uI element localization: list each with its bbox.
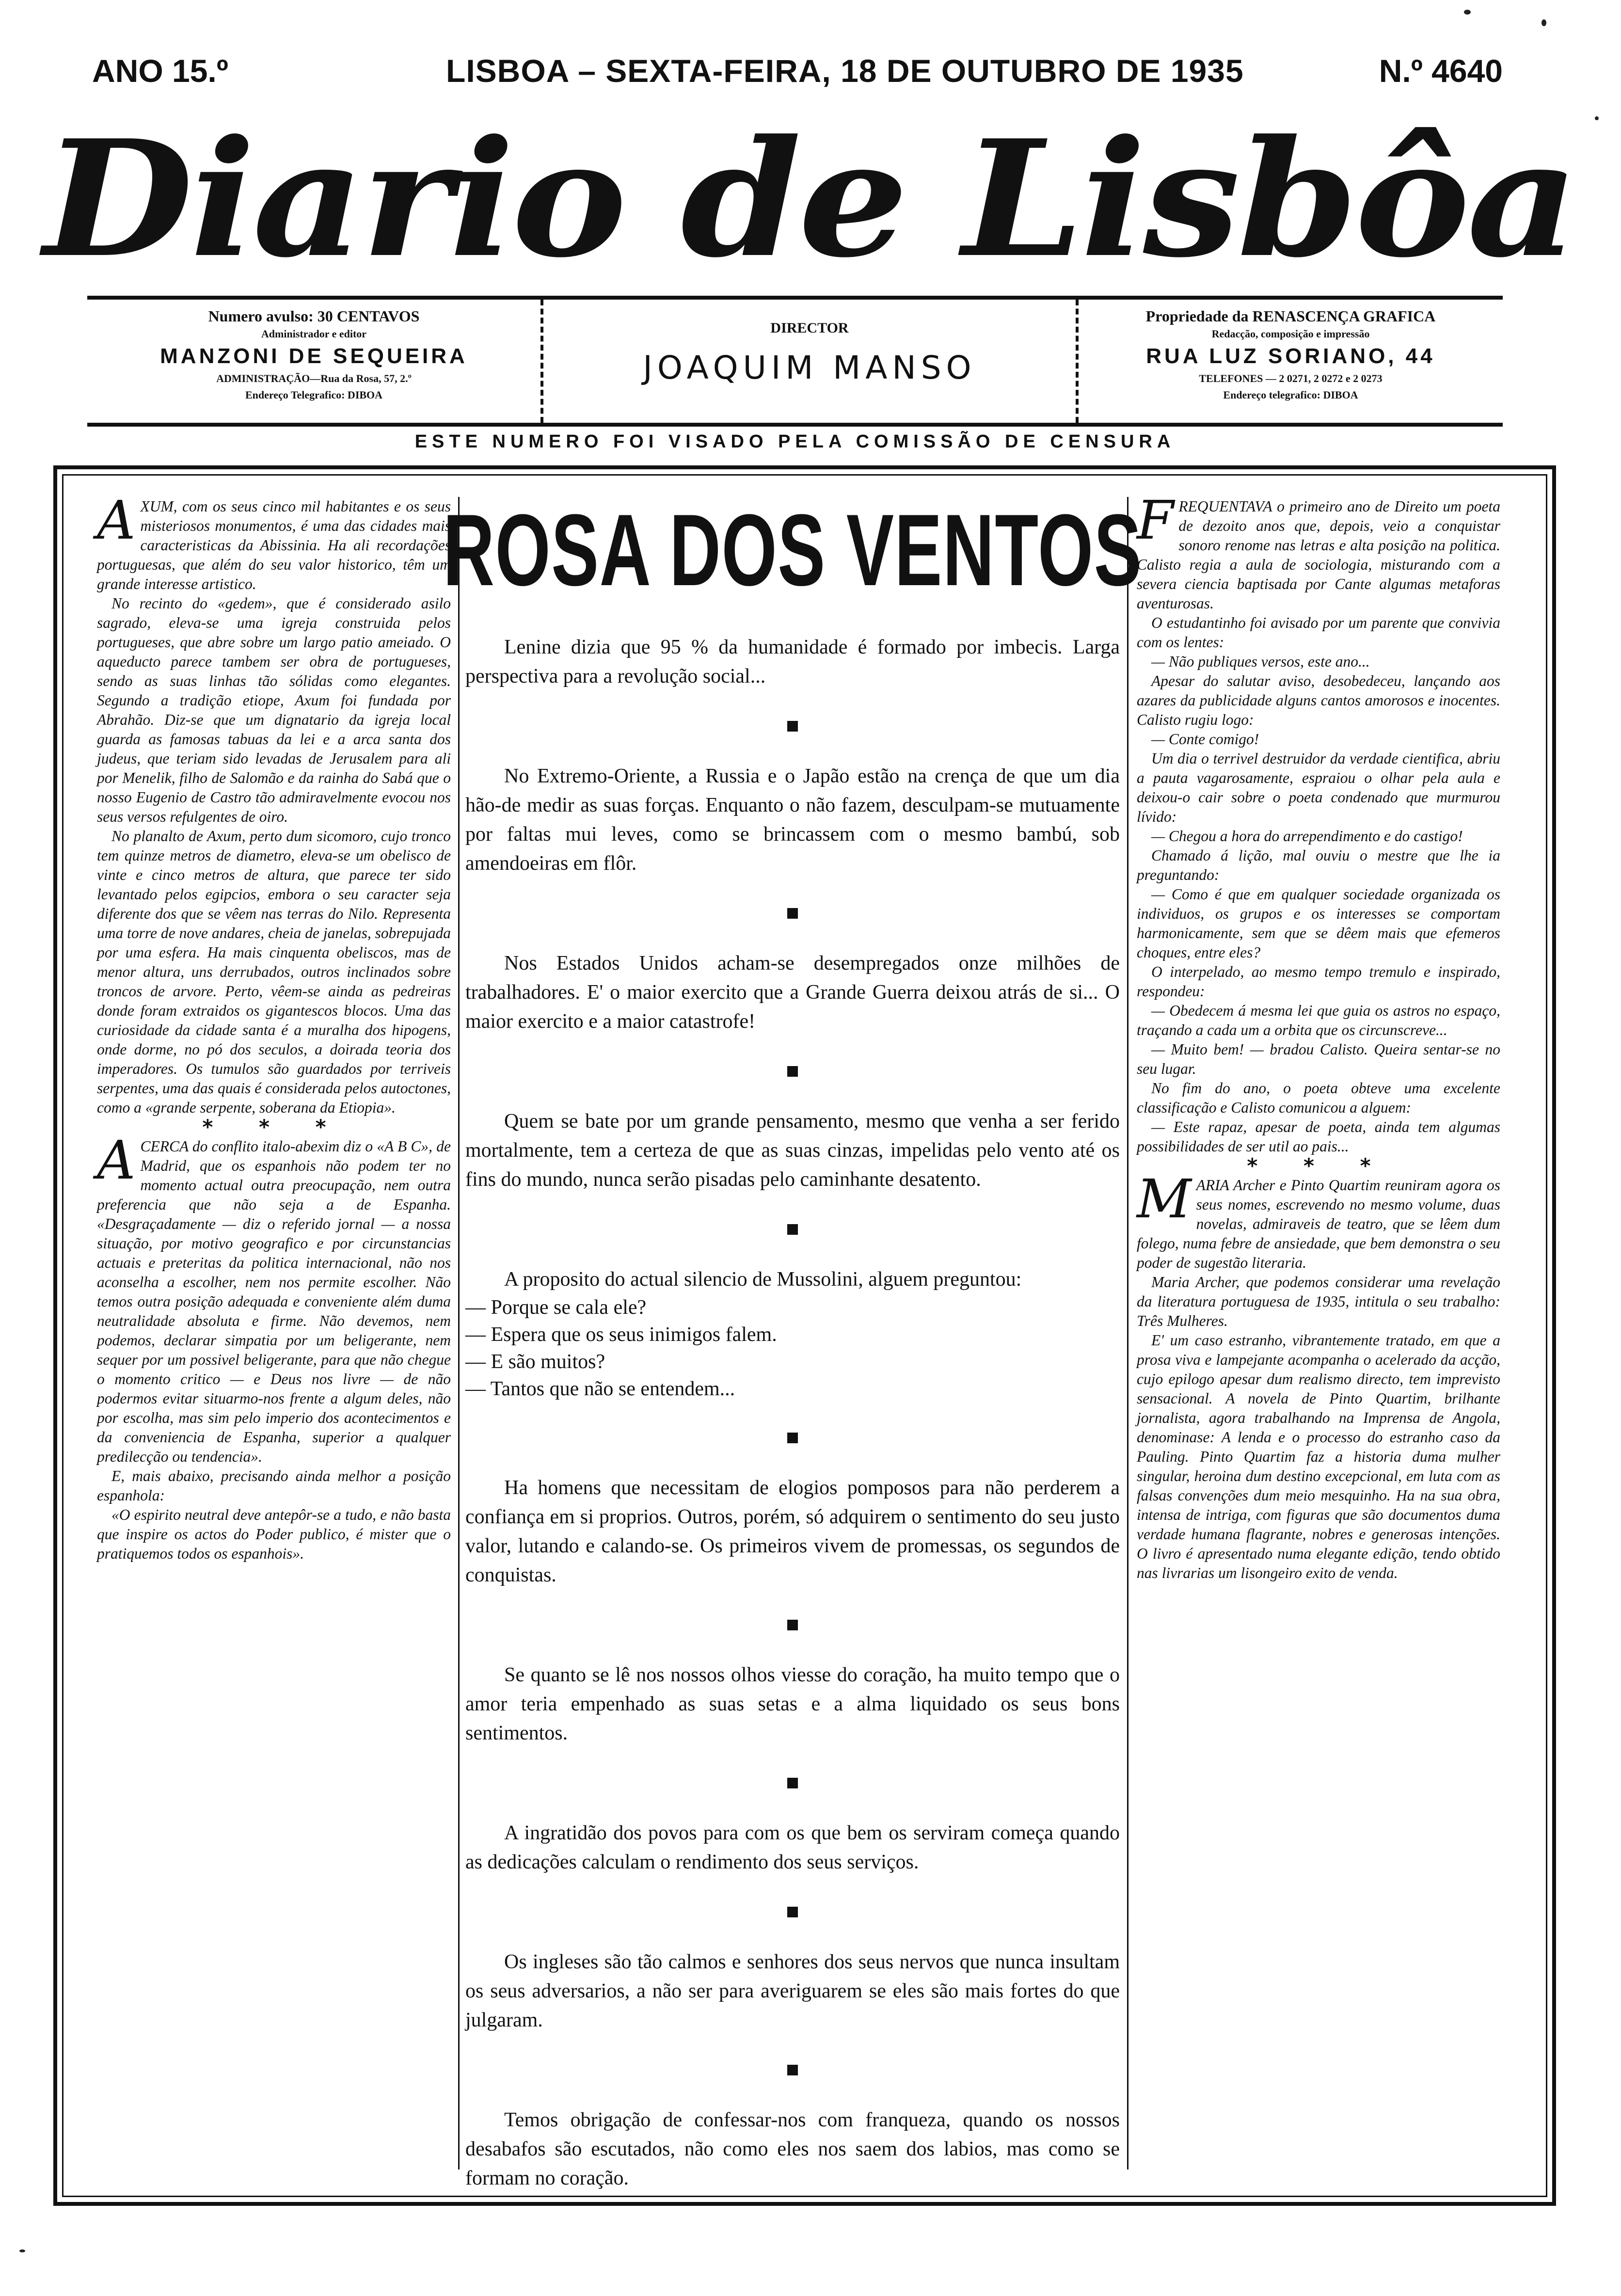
paragraph-mussolini: A proposito do actual silencio de Mussolini, alguem preguntou:	[504, 1268, 1022, 1291]
office-address: RUA LUZ SORIANO, 44	[1146, 344, 1435, 368]
calisto-paragraph: — Obedecem á mesma lei que guia os astros no espaço, traçando a cada um a orbita que os circunscreve...	[1137, 1002, 1500, 1038]
telegraph-address-right: Endereço telegrafico: DIBOA	[1223, 389, 1358, 401]
phones: TELEFONES — 2 0271, 2 0272 e 2 0273	[1199, 372, 1383, 384]
price: Numero avulso: 30 CENTAVOS	[208, 307, 420, 325]
section-separator: * * *	[202, 1115, 346, 1139]
dialogue-line: — Espera que os seus inimigos falem.	[465, 1323, 777, 1346]
calisto-paragraph: O estudantinho foi avisado por um parente que convivia com os lentes:	[1137, 614, 1500, 651]
drop-cap: A	[97, 489, 136, 551]
paragraph-lenine: Lenine dizia que 95 % da humanidade é formado por imbecis. Larga perspectiva para a revolução social...	[465, 636, 1120, 687]
calisto-paragraph: — Como é que em qualquer sociedade organizada os individuos, os grupos e os interesses se comportam harmonicamente, sem que se dêem mais que efemeros choques, entre eles?	[1137, 886, 1500, 961]
axum-text-1: XUM, com os seus cinco mil habitantes e os seus misteriosos monumentos, é uma das cidades mais caracteristicas da Abissinia. Ha ali recordações portuguesas, que além do seu valor historico, têm um grande interesse artistico.	[97, 498, 451, 592]
square-bullet-icon	[787, 908, 798, 919]
square-bullet-icon	[787, 1620, 798, 1630]
calisto-paragraph: — Chegou a hora do arrependimento e do castigo!	[1151, 828, 1463, 845]
calisto-paragraph-1	[1137, 489, 1500, 613]
conflict-text-1: CERCA do conflito italo-abexim diz o «A B C», de Madrid, que os espanhois não podem ter no momento actual outra preocupação, nem outra preferencia que não seja a de Espanha. «Desgraçadamente — diz o referido jornal — a nossa situação, por motivo geografico e por circunstancias actuais e preteritas da politica internacional, não nos aconselha a escolher, nem nos permite escolher. Não temos outra posição adequada e conveniente além duma neutralidade absoluta e firme. Não devemos, nem podemos, declarar simpatia por um beligerante, nem sequer por um possivel beligerante, para que não chegue o momento critico — e Deus nos livre — de não podermos evitar situarmo-nos frente a algum deles, não por escolha, mas sim pelo imperio dos acontecimentos e da conveniencia de Espanha, superior a qualquer predilecção ou tendencia».	[97, 1138, 451, 1465]
info-band	[87, 296, 1503, 427]
square-bullet-icon	[787, 2065, 798, 2075]
paragraph-olhos: Se quanto se lê nos nossos olhos viesse do coração, ha muito tempo que o amor teria empenhado as suas setas e a alma liquidado os seus bons sentimentos.	[465, 1664, 1120, 1744]
archer-paragraph: Maria Archer, que podemos considerar uma revelação da literatura portuguesa de 1935, intitula o seu trabalho: Três Mulheres.	[1137, 1274, 1500, 1329]
calisto-paragraph: — Este rapaz, apesar de poeta, ainda tem algumas possibilidades de ser util ao pais...	[1137, 1118, 1500, 1155]
drop-cap: A	[97, 1129, 136, 1191]
archer-text-1: ARIA Archer e Pinto Quartim reuniram agora os seus nomes, escrevendo no mesmo volume, duas novelas, admiraveis de teatro, que se lêem dum folego, numa febre de ansiedade, que bem demonstra o seu poder de sugestão literaria.	[1137, 1177, 1500, 1271]
calisto-paragraph: O interpelado, ao mesmo tempo tremulo e inspirado, respondeu:	[1137, 963, 1500, 1000]
axum-paragraph-2: No recinto do «gedem», que é considerado asilo sagrado, eleva-se uma igreja construida pelos portugueses, que abre sobre um largo patio ameiado. O aqueducto parece tambem ser obra de portugueses, sendo as suas linhas tão sólidas como elegantes. Segundo a tradição etiope, Axum foi fundada por Abrahão. Diz-se que um dignatario da igreja local guarda as famosas tabuas da lei e a arca santa dos judeus, que teriam sido levadas de Jerusalem para ali por Menelik, filho de Salomão e da rainha do Sabá que o nosso Eugenio de Castro tão admiravelmente evocou nos seus versos refulgentes de oiro.	[97, 595, 451, 825]
scan-speck	[19, 2249, 25, 2252]
info-center	[540, 300, 1079, 423]
paragraph-extremo-oriente: No Extremo-Oriente, a Russia e o Japão estão na crença de que um dia hão-de medir as suas forças. Enquanto o não fazem, desculpam-se mutuamente por faltas mui leves, como se brincassem com o mesmo bambú, sob amendoeiras em flôr.	[465, 765, 1120, 875]
calisto-paragraph: No fim do ano, o poeta obteve uma excelente classificação e Calisto comunicou a alguem:	[1137, 1080, 1500, 1116]
scan-speck	[1595, 116, 1599, 120]
calisto-paragraph: — Muito bem! — bradou Calisto. Queira sentar-se no seu lugar.	[1137, 1041, 1500, 1077]
calisto-paragraph: — Conte comigo!	[1151, 731, 1259, 748]
dialogue-line: — E são muitos?	[465, 1351, 605, 1373]
paragraph-estados-unidos: Nos Estados Unidos acham-se desempregados onze milhões de trabalhadores. E' o maior exercito que a Grande Guerra deixou atrás de si... O maior exercito e a maior catastrofe!	[465, 952, 1120, 1033]
director-name: JOAQUIM MANSO	[643, 349, 976, 386]
info-left	[87, 300, 540, 423]
column-divider-right	[1127, 497, 1128, 2169]
year-label: ANO 15.º	[92, 53, 228, 89]
director-label: DIRECTOR	[770, 320, 849, 336]
admin-address: ADMINISTRAÇÃO—Rua da Rosa, 57, 2.º	[216, 372, 412, 384]
center-column	[443, 493, 1143, 2193]
calisto-paragraph: Apesar do salutar aviso, desobedeceu, lançando aos azares da publicidade alguns cantos amorosos e inocentes. Calisto rugiu logo:	[1137, 672, 1500, 728]
owner: Propriedade da RENASCENÇA GRAFICA	[1145, 307, 1436, 325]
scan-speck	[1464, 10, 1471, 15]
axum-paragraph-1	[97, 489, 451, 594]
square-bullet-icon	[787, 721, 798, 732]
paragraph-grande-pensamento: Quem se bate por um grande pensamento, mesmo que venha a ser ferido mortalmente, tem a certeza de que as suas cinzas, impelidas pelo vento até os fins do mundo, nunca serão pisadas pelo caminhante desatento.	[465, 1110, 1120, 1191]
top-line	[92, 52, 1503, 91]
headline: ROSA DOS VENTOS	[443, 493, 1143, 607]
censor-notice: ESTE NUMERO FOI VISADO PELA COMISSÃO DE CENSURA	[414, 431, 1176, 452]
archer-paragraph-1	[1137, 1168, 1500, 1273]
paragraph-ingratidao: A ingratidão dos povos para com os que bem os serviram começa quando as dedicações calculam o rendimento dos seus serviços.	[465, 1822, 1120, 1873]
admin-name: MANZONI DE SEQUEIRA	[160, 344, 468, 368]
telegraph-address-left: Endereço Telegrafico: DIBOA	[245, 389, 383, 401]
masthead-title: Diario de Lisbôa	[43, 105, 1576, 293]
issue-number: N.º 4640	[1379, 53, 1503, 89]
calisto-paragraph: Um dia o terrivel destruidor da verdade cientifica, abriu a pauta vagarosamente, espraiou o olhar pela aula e deixou-o cair sobre o poeta condenado que murmurou lívido:	[1137, 750, 1500, 825]
axum-paragraph-3: No planalto de Axum, perto dum sicomoro, cujo tronco tem quinze metros de diametro, eleva-se um obelisco de vinte e cinco metros de altura, que parece ter sido levantado pelos egipcios, embora o seu caracter seja diferente dos que se vêem nas terras do Nilo. Representa uma torre de nove andares, cheia de janelas, sobrepujada por uma esfera. Ha mais cinquenta obeliscos, mas de menor altura, uns derrubados, outros inclinados sobre troncos de arvore. Perto, vêem-se ainda as pedreiras donde foram extraidos os gigantescos blocos. Uma das curiosidade da cidade santa é a muralha dos hipogens, onde dorme, no pó dos seculos, a doirada teoria dos imperadores. Os tumulos são guardados por terriveis serpentes, uma das quais é considerada pelos autoctones, como a «grande serpente, soberana da Etiopia».	[97, 828, 451, 1116]
info-right	[1079, 300, 1503, 423]
paragraph-ingleses: Os ingleses são tão calmos e senhores dos seus nervos que nunca insultam os seus adversarios, a não ser para averiguarem se eles são mais fortes do que julgaram.	[465, 1951, 1120, 2031]
scan-speck	[1542, 19, 1546, 26]
left-column	[97, 489, 451, 1563]
calisto-paragraph: — Não publiques versos, este ano...	[1151, 653, 1370, 670]
drop-cap: M	[1137, 1168, 1192, 1230]
dialogue-line: — Porque se cala ele?	[465, 1296, 647, 1319]
column-divider-left	[458, 497, 460, 2169]
square-bullet-icon	[787, 1224, 798, 1235]
archer-paragraph: E' um caso estranho, vibrantemente tratado, em que a prosa viva e lampejante acompanha o acelerado da acção, cujo epilogo apesar dum realismo directo, tem imprevisto sensacional. A novela de Pinto Quartim, brilhante jornalista, agora trabalhando na Imprensa de Angola, denominase: A lenda e o processo do estranho caso da Pauling. Pinto Quartim faz a historia duma mulher singular, heroina dum destino excepcional, em luta com as falsas convenções dum meio mesquinho. Ha na sua obra, intensa de intriga, com figuras que são documentos duma verdade humana flagrante, nobres e generosas intenções. O livro é apresentado numa elegante edição, tendo obtido nas livrarias um lisongeiro exito de venda.	[1137, 1332, 1500, 1581]
conflict-paragraph-3: «O espirito neutral deve antepôr-se a tudo, e não basta que inspire os actos do Poder publico, é mister que o pratiquemos todos os espanhois».	[97, 1506, 451, 1562]
paragraph-franqueza: Temos obrigação de confessar-nos com franqueza, quando os nossos desabafos são escutados, não como eles nos saem dos labios, mas como se formam no coração.	[465, 2109, 1120, 2189]
dateline: LISBOA – SEXTA-FEIRA, 18 DE OUTUBRO DE 1935	[446, 53, 1244, 89]
dialogue-line: — Tantos que não se entendem...	[465, 1378, 735, 1400]
conflict-paragraph-1	[97, 1129, 451, 1467]
section-separator: * * *	[1247, 1154, 1390, 1178]
square-bullet-icon	[787, 1907, 798, 1917]
paragraph-elogios: Ha homens que necessitam de elogios pomposos para não perderem a confiança em si proprios. Outros, porém, só adquirem o sentimento do seu justo valor, lutando e calando-se. Os primeiros vivem de promessas, os segundos de conquistas.	[465, 1477, 1120, 1586]
calisto-text-1: REQUENTAVA o primeiro ano de Direito um poeta de dezoito anos que, depois, veio a conquistar sonoro renome nas letras e alta posição na politica. Calisto regia a aula de sociologia, misturando com a severa ciencia baptisada por Cante algumas metaforas aventurosas.	[1137, 498, 1500, 612]
right-column	[1137, 489, 1500, 1583]
square-bullet-icon	[787, 1066, 798, 1077]
square-bullet-icon	[787, 1433, 798, 1443]
calisto-paragraph: Chamado á lição, mal ouviu o mestre que lhe ia preguntando:	[1137, 847, 1500, 883]
conflict-paragraph-2: E, mais abaixo, precisando ainda melhor a posição espanhola:	[97, 1467, 451, 1504]
owner-sub: Redacção, composição e impressão	[1211, 328, 1370, 340]
drop-cap: F	[1137, 489, 1174, 551]
square-bullet-icon	[787, 1778, 798, 1788]
admin-label: Administrador e editor	[261, 328, 367, 340]
